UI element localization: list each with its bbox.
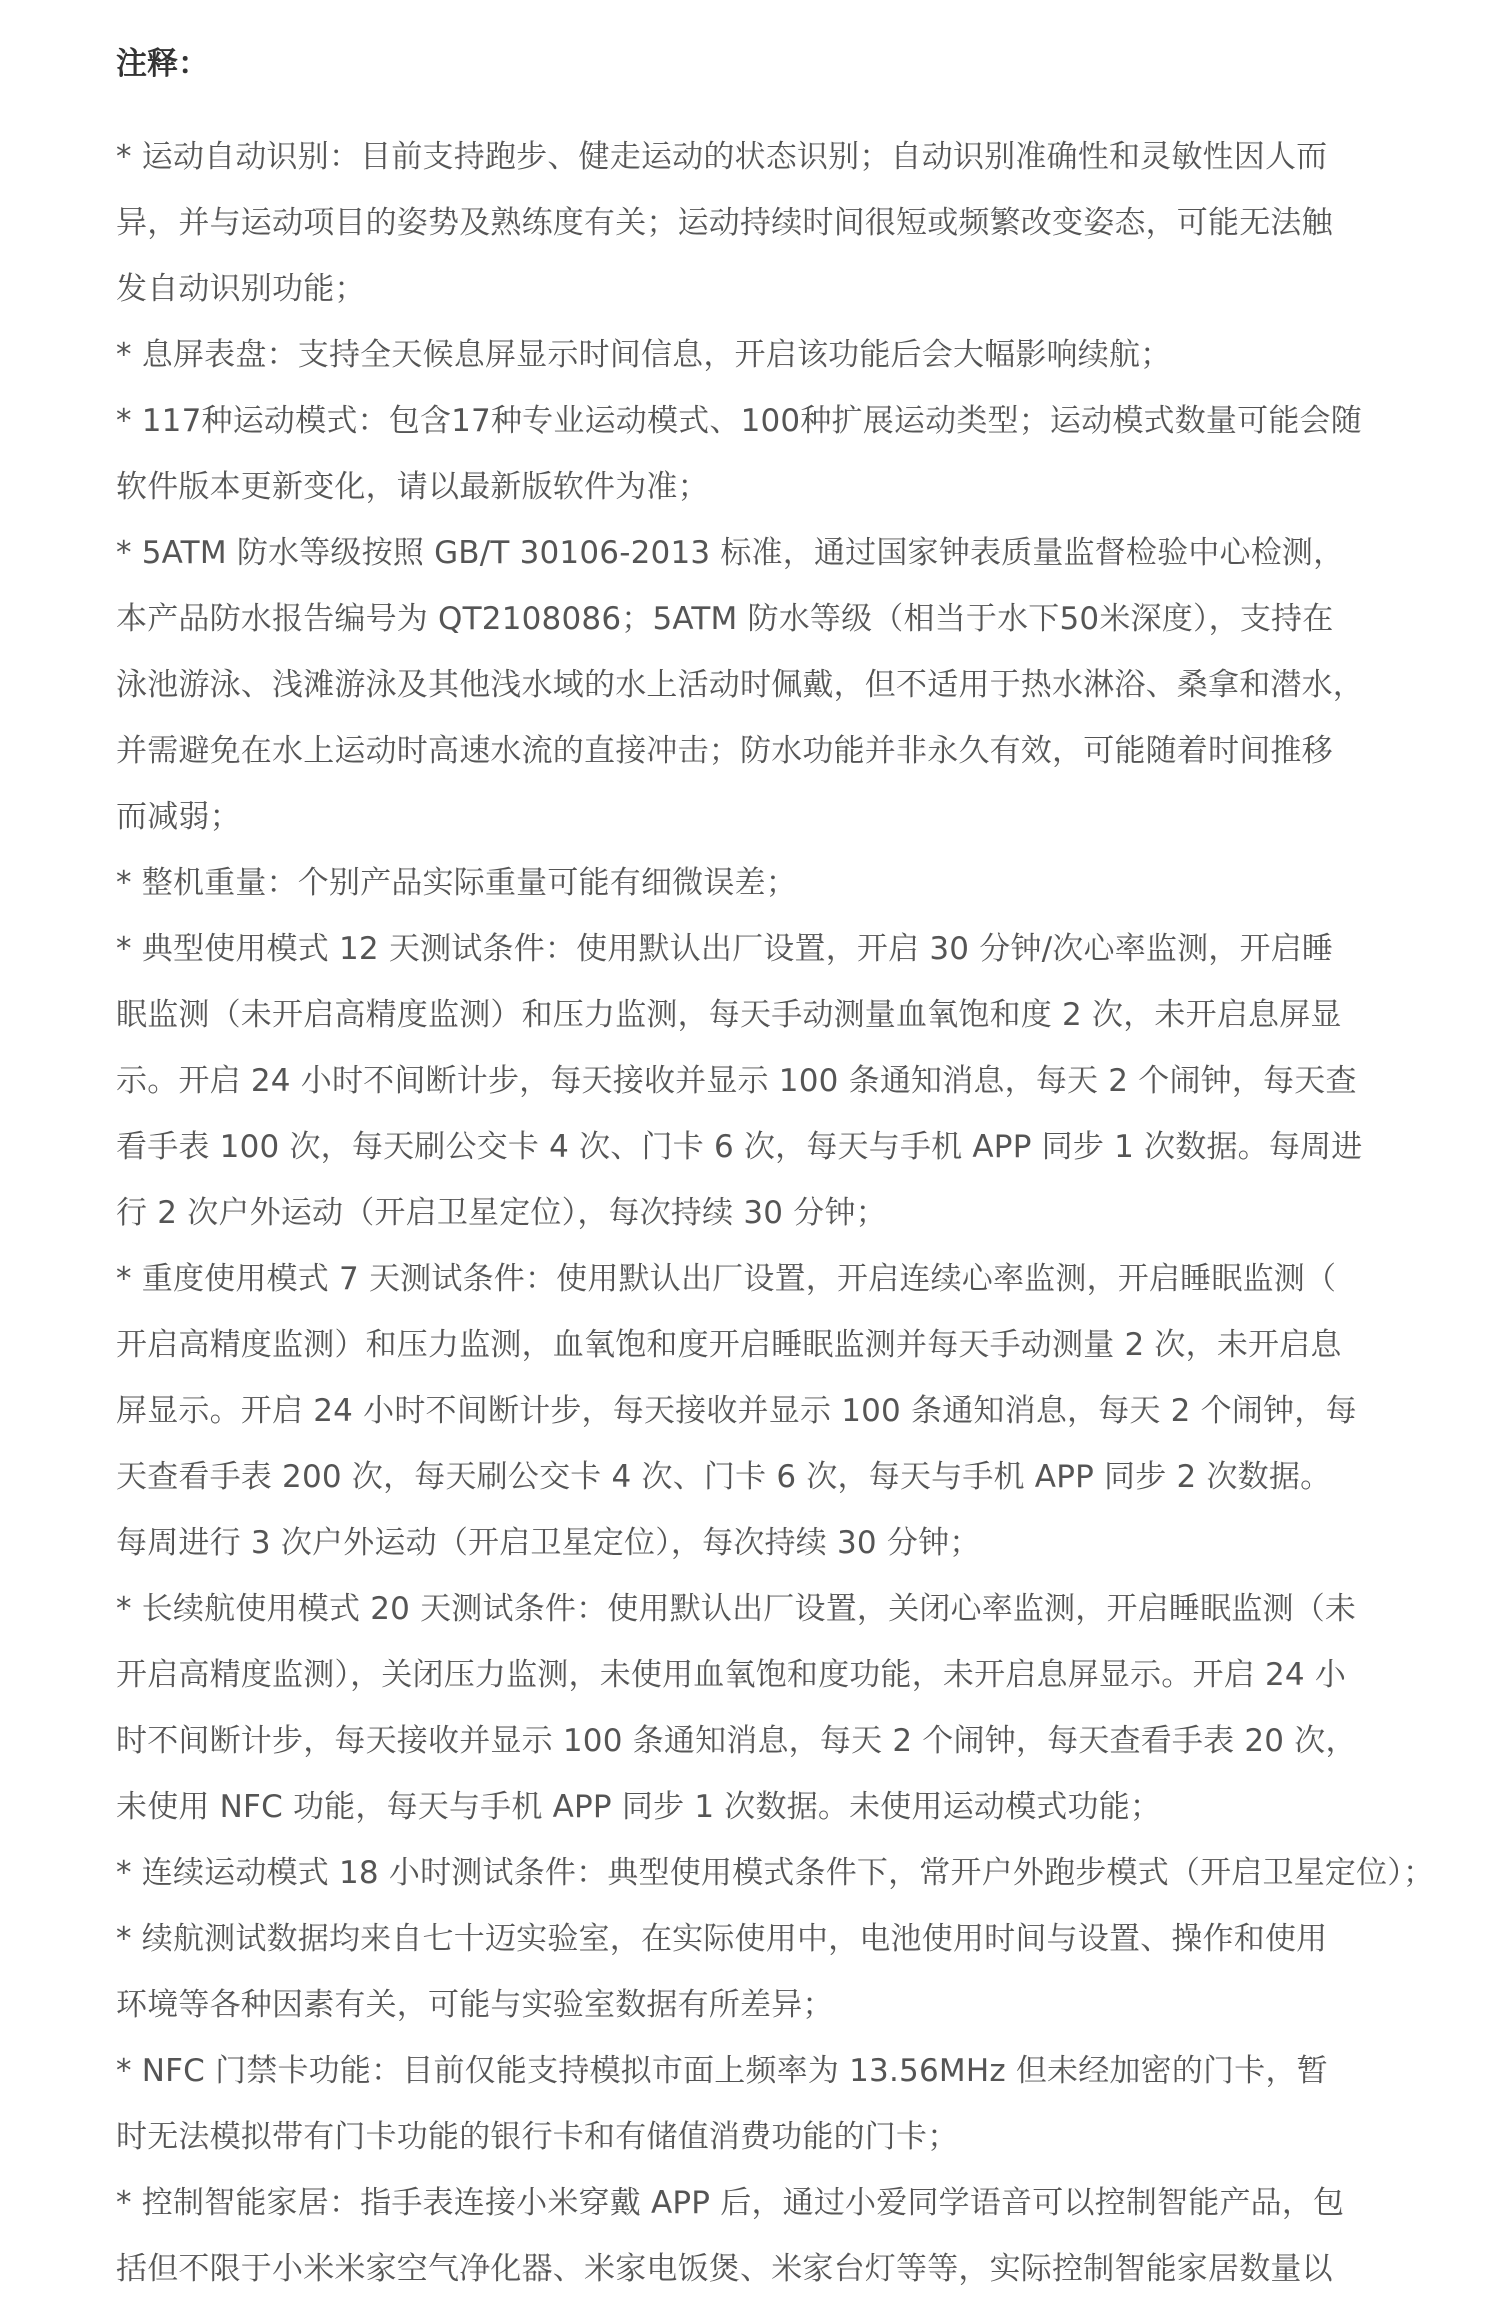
note-line: 并需避免在水上运动时高速水流的直接冲击；防水功能并非永久有效，可能随着时间推移 xyxy=(116,733,1333,769)
note-line: 示。开启 24 小时不间断计步，每天接收并显示 100 条通知消息，每天 2 个闹钟，每天查 xyxy=(116,1063,1357,1099)
notes-heading: 注释： xyxy=(116,46,209,82)
note-line: * NFC 门禁卡功能：目前仅能支持模拟市面上频率为 13.56MHz 但未经加密的门卡，暂 xyxy=(116,2053,1328,2089)
note-line: * 息屏表盘：支持全天候息屏显示时间信息，开启该功能后会大幅影响续航； xyxy=(116,337,1172,373)
note-line: * 长续航使用模式 20 天测试条件：使用默认出厂设置，关闭心率监测，开启睡眠监测（未 xyxy=(116,1591,1357,1627)
note-line: * 续航测试数据均来自七十迈实验室，在实际使用中，电池使用时间与设置、操作和使用 xyxy=(116,1921,1328,1957)
note-line: 本产品防水报告编号为 QT2108086；5ATM 防水等级（相当于水下50米深度），支持在 xyxy=(116,601,1334,637)
note-line: 看手表 100 次，每天刷公交卡 4 次、门卡 6 次，每天与手机 APP 同步 1 次数据。每周进 xyxy=(116,1129,1363,1165)
note-line: * 重度使用模式 7 天测试条件：使用默认出厂设置，开启连续心率监测，开启睡眠监测（ xyxy=(116,1261,1337,1297)
note-line: 时无法模拟带有门卡功能的银行卡和有储值消费功能的门卡； xyxy=(116,2119,959,2155)
note-line: 屏显示。开启 24 小时不间断计步，每天接收并显示 100 条通知消息，每天 2 个闹钟，每 xyxy=(116,1393,1357,1429)
note-line: 泳池游泳、浅滩游泳及其他浅水域的水上活动时佩戴，但不适用于热水淋浴、桑拿和潜水， xyxy=(116,667,1364,703)
notes-body xyxy=(116,124,1435,2302)
note-line: 未使用 NFC 功能，每天与手机 APP 同步 1 次数据。未使用运动模式功能； xyxy=(116,1789,1162,1825)
note-line: 眠监测（未开启高精度监测）和压力监测，每天手动测量血氧饱和度 2 次，未开启息屏显 xyxy=(116,997,1342,1033)
note-line: 天查看手表 200 次，每天刷公交卡 4 次、门卡 6 次，每天与手机 APP 同步 2 次数据。 xyxy=(116,1459,1332,1495)
note-line: * 典型使用模式 12 天测试条件：使用默认出厂设置，开启 30 分钟/次心率监测，开启睡 xyxy=(116,931,1334,967)
note-line: * 5ATM 防水等级按照 GB/T 30106-2013 标准，通过国家钟表质量监督检验中心检测， xyxy=(116,535,1345,571)
note-line: 括但不限于小米米家空气净化器、米家电饭煲、米家台灯等等，实际控制智能家居数量以 xyxy=(116,2251,1333,2287)
note-line: 时不间断计步，每天接收并显示 100 条通知消息，每天 2 个闹钟，每天查看手表 20 次， xyxy=(116,1723,1357,1759)
note-line: * 连续运动模式 18 小时测试条件：典型使用模式条件下，常开户外跑步模式（开启卫星定位）； xyxy=(116,1855,1435,1891)
note-line: * 控制智能家居：指手表连接小米穿戴 APP 后，通过小爱同学语音可以控制智能产品，包 xyxy=(116,2185,1345,2221)
note-line: 软件版本更新变化，请以最新版软件为准； xyxy=(116,469,709,505)
note-line: 行 2 次户外运动（开启卫星定位），每次持续 30 分钟； xyxy=(116,1195,887,1231)
note-line: 开启高精度监测），关闭压力监测，未使用血氧饱和度功能，未开启息屏显示。开启 24 小 xyxy=(116,1657,1347,1693)
note-line: 环境等各种因素有关，可能与实验室数据有所差异； xyxy=(116,1987,834,2023)
note-line: 发自动识别功能； xyxy=(116,271,366,307)
note-line: * 整机重量：个别产品实际重量可能有细微误差； xyxy=(116,865,797,901)
notes-document xyxy=(116,34,1435,2302)
note-line: 而减弱； xyxy=(116,799,241,835)
note-line: 异，并与运动项目的姿势及熟练度有关；运动持续时间很短或频繁改变姿态，可能无法触 xyxy=(116,205,1333,241)
note-line: 开启高精度监测）和压力监测，血氧饱和度开启睡眠监测并每天手动测量 2 次，未开启息 xyxy=(116,1327,1342,1363)
note-line: 每周进行 3 次户外运动（开启卫星定位），每次持续 30 分钟； xyxy=(116,1525,981,1561)
note-line: * 运动自动识别：目前支持跑步、健走运动的状态识别；自动识别准确性和灵敏性因人而 xyxy=(116,139,1328,175)
note-line: * 117种运动模式：包含17种专业运动模式、100种扩展运动类型；运动模式数量可能会随 xyxy=(116,403,1362,439)
